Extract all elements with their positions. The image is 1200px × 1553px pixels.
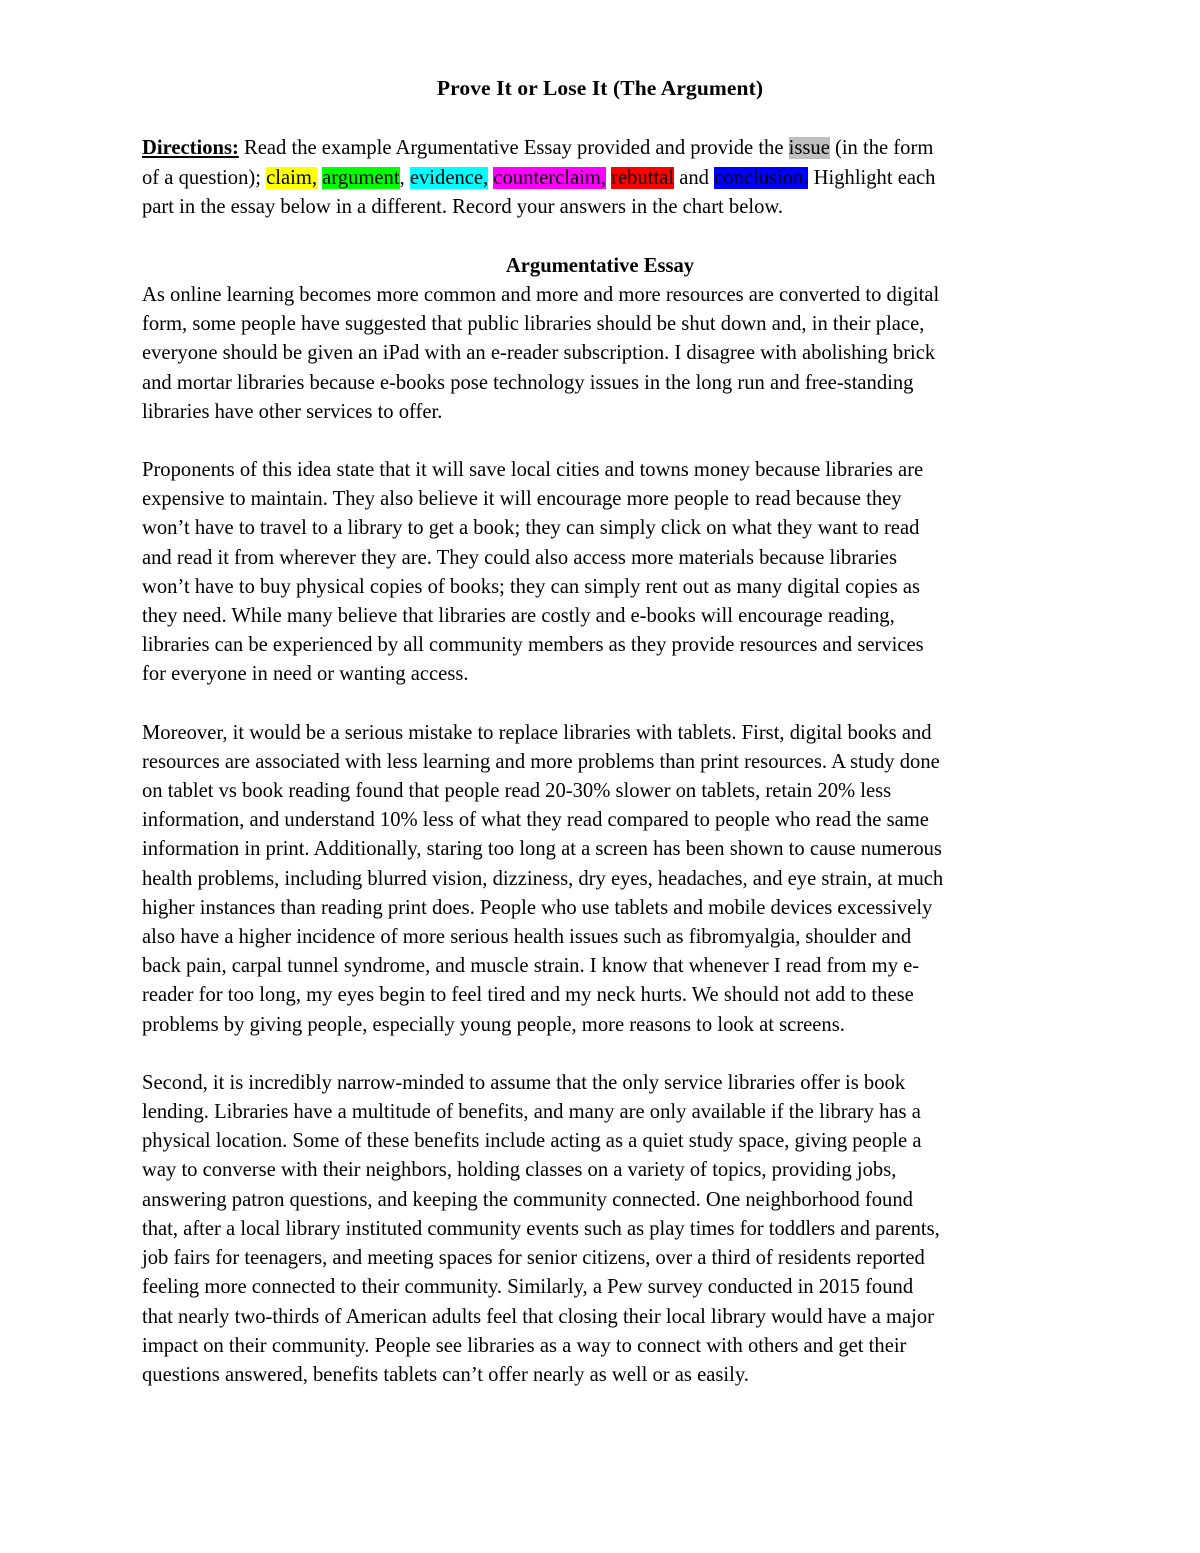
essay-line: resources are associated with less learning and more problems than print resources. A study done: [142, 750, 940, 773]
essay-line: Moreover, it would be a serious mistake to replace libraries with tablets. First, digital books and: [142, 721, 932, 744]
essay-line: lending. Libraries have a multitude of benefits, and many are only available if the library has a: [142, 1101, 921, 1124]
essay-line: Second, it is incredibly narrow-minded to assume that the only service libraries offer is book: [142, 1071, 906, 1094]
directions-text: part in the essay below in a different. Record your answers in the chart below.: [142, 196, 784, 219]
essay-line: way to converse with their neighbors, holding classes on a variety of topics, providing jobs,: [142, 1159, 897, 1182]
essay-line: and read it from wherever they are. They could also access more materials because libraries: [142, 546, 897, 569]
highlight-claim: claim,: [266, 166, 318, 189]
essay-paragraph: [142, 456, 1062, 690]
directions-label: Directions:: [142, 137, 239, 159]
essay-line: back pain, carpal tunnel syndrome, and muscle strain. I know that whenever I read from my e-: [142, 955, 920, 978]
highlight-argument: argument: [322, 166, 400, 189]
essay-line: that, after a local library instituted community events such as play times for toddlers and parents,: [142, 1217, 940, 1240]
highlight-conclusion: conclusion.: [714, 166, 809, 189]
essay-line: reader for too long, my eyes begin to feel tired and my neck hurts. We should not add to these: [142, 984, 914, 1007]
highlight-evidence: evidence,: [409, 166, 489, 189]
document-title: Prove It or Lose It (The Argument): [436, 76, 764, 100]
highlight-rebuttal: rebuttal: [611, 166, 675, 189]
essay-line: also have a higher incidence of more serious health issues such as fibromyalgia, shoulder and: [142, 926, 912, 949]
essay-line: everyone should be given an iPad with an e-reader subscription. I disagree with abolishing brick: [142, 342, 936, 365]
directions-text: Read the example Argumentative Essay provided and provide the: [238, 137, 789, 159]
essay-line: physical location. Some of these benefits include acting as a quiet study space, giving people a: [142, 1130, 922, 1153]
directions-text: of a question);: [142, 166, 267, 189]
directions-text: (in the form: [829, 137, 934, 159]
essay-paragraph: [142, 1069, 1062, 1390]
directions-separator: and: [674, 166, 715, 189]
essay-line: higher instances than reading print does. People who use tablets and mobile devices excessively: [142, 896, 933, 919]
essay-line: won’t have to travel to a library to get a book; they can simply click on what they want to read: [142, 517, 920, 540]
essay-paragraph: [142, 719, 1062, 1040]
directions-separator: ,: [399, 166, 410, 189]
essay-line: won’t have to buy physical copies of books; they can simply rent out as many digital copies as: [142, 575, 921, 598]
essay-paragraph: [142, 281, 1062, 427]
essay-line: As online learning becomes more common and more and more resources are converted to digital: [142, 284, 940, 306]
highlight-issue: issue: [788, 137, 830, 159]
essay-line: answering patron questions, and keeping the community connected. One neighborhood found: [142, 1188, 913, 1211]
essay-line: information in print. Additionally, staring too long at a screen has been shown to cause numerous: [142, 838, 942, 861]
essay-line: Proponents of this idea state that it will save local cities and towns money because libraries are: [142, 459, 924, 482]
essay-line: problems by giving people, especially young people, more reasons to look at screens.: [142, 1013, 845, 1036]
essay-heading: Argumentative Essay: [505, 255, 695, 277]
essay-line: that nearly two-thirds of American adults feel that closing their local library would have a major: [142, 1305, 935, 1328]
essay-line: job fairs for teenagers, and meeting spaces for senior citizens, over a third of residents reported: [142, 1247, 925, 1270]
essay-line: impact on their community. People see libraries as a way to connect with others and get their: [142, 1334, 907, 1357]
essay-line: form, some people have suggested that public libraries should be shut down and, in their place,: [142, 313, 925, 336]
essay-line: on tablet vs book reading found that people read 20-30% slower on tablets, retain 20% less: [142, 780, 892, 803]
essay-line: questions answered, benefits tablets can’t offer nearly as well or as easily.: [142, 1363, 749, 1386]
essay-line: health problems, including blurred vision, dizziness, dry eyes, headaches, and eye strain, at much: [142, 867, 944, 890]
directions-text: Highlight each: [808, 166, 936, 189]
directions-paragraph: [142, 134, 1062, 223]
essay-body: [142, 281, 1062, 1419]
essay-line: expensive to maintain. They also believe it will encourage more people to read because they: [142, 488, 902, 511]
essay-line: and mortar libraries because e-books pose technology issues in the long run and free-standing: [142, 371, 914, 394]
essay-line: libraries have other services to offer.: [142, 400, 443, 423]
essay-line: feeling more connected to their community. Similarly, a Pew survey conducted in 2015 found: [142, 1276, 914, 1299]
highlight-counterclaim: counterclaim,: [493, 166, 607, 189]
essay-line: for everyone in need or wanting access.: [142, 663, 469, 686]
essay-line: libraries can be experienced by all community members as they provide resources and services: [142, 634, 924, 657]
essay-line: they need. While many believe that libraries are costly and e-books will encourage reading,: [142, 605, 895, 628]
essay-line: information, and understand 10% less of what they read compared to people who read the same: [142, 809, 929, 832]
